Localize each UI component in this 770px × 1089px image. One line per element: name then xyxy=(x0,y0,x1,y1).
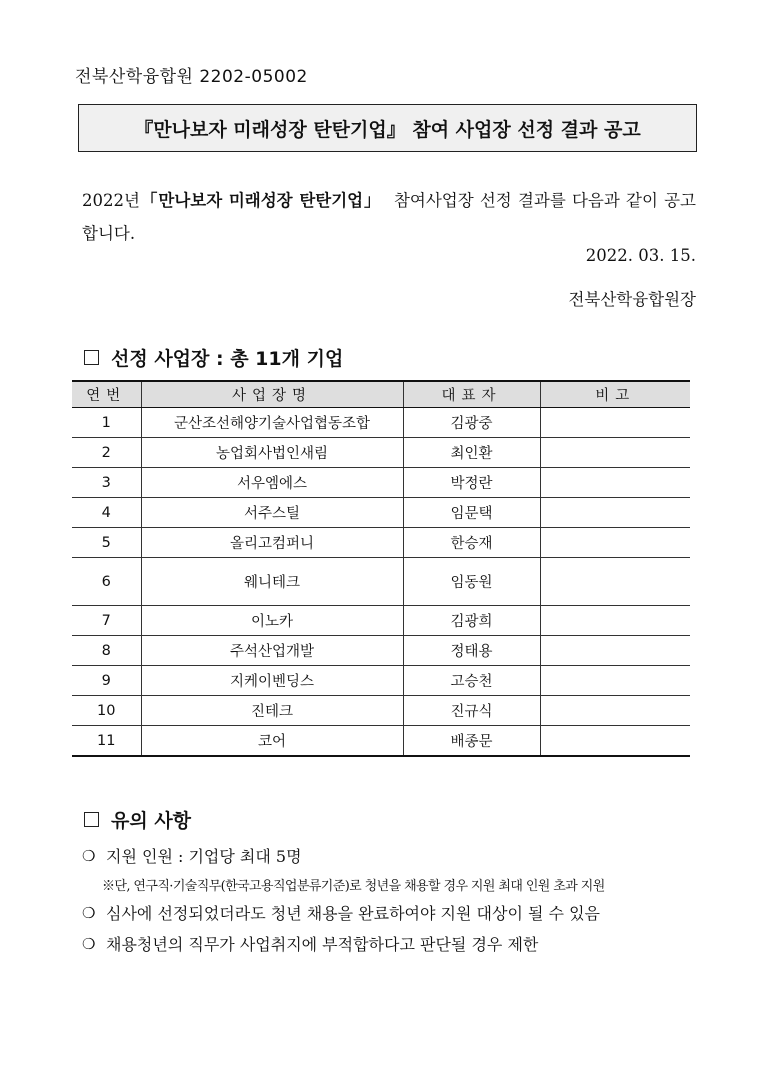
cell-company: 코어 xyxy=(141,726,403,757)
cell-note xyxy=(540,408,690,438)
cell-company: 올리고컴퍼니 xyxy=(141,528,403,558)
circle-bullet-icon: ❍ xyxy=(82,934,96,953)
cell-ceo: 배종문 xyxy=(403,726,540,757)
notes-list xyxy=(82,840,702,959)
announcement-date: 2022. 03. 15. xyxy=(585,246,696,265)
note-text: 지원 인원 : 기업당 최대 5명 xyxy=(106,847,302,866)
section-notes-heading xyxy=(84,806,191,833)
cell-note xyxy=(540,666,690,696)
cell-note xyxy=(540,468,690,498)
cell-note xyxy=(540,636,690,666)
cell-note xyxy=(540,606,690,636)
cell-company: 이노카 xyxy=(141,606,403,636)
document-number: 전북산학융합원 2202-05002 xyxy=(75,67,308,87)
cell-ceo: 정태용 xyxy=(403,636,540,666)
cell-note xyxy=(540,558,690,606)
cell-ceo: 김광중 xyxy=(403,408,540,438)
cell-ceo: 한승재 xyxy=(403,528,540,558)
cell-no: 6 xyxy=(72,558,141,606)
cell-company: 군산조선해양기술사업협동조합 xyxy=(141,408,403,438)
ballot-box-icon xyxy=(84,350,99,365)
cell-note xyxy=(540,696,690,726)
note-text: 채용청년의 직무가 사업취지에 부적합하다고 판단될 경우 제한 xyxy=(106,935,539,954)
cell-ceo: 김광희 xyxy=(403,606,540,636)
column-header-note: 비고 xyxy=(540,381,690,408)
table-row xyxy=(72,498,690,528)
table-row xyxy=(72,528,690,558)
table-row xyxy=(72,666,690,696)
cell-company: 지케이벤딩스 xyxy=(141,666,403,696)
cell-ceo: 진규식 xyxy=(403,696,540,726)
section-selected-title: 선정 사업장 : 총 11개 기업 xyxy=(111,348,344,370)
circle-bullet-icon: ❍ xyxy=(82,846,96,865)
section-notes-title: 유의 사항 xyxy=(111,810,192,832)
cell-company: 농업회사법인새림 xyxy=(141,438,403,468)
cell-no: 11 xyxy=(72,726,141,757)
page-title: 『만나보자 미래성장 탄탄기업』 참여 사업장 선정 결과 공고 xyxy=(78,104,697,152)
table-row xyxy=(72,606,690,636)
cell-note xyxy=(540,438,690,468)
cell-no: 7 xyxy=(72,606,141,636)
cell-no: 5 xyxy=(72,528,141,558)
cell-ceo: 박정란 xyxy=(403,468,540,498)
cell-note xyxy=(540,528,690,558)
cell-company: 서주스틸 xyxy=(141,498,403,528)
cell-company: 서우엠에스 xyxy=(141,468,403,498)
cell-company: 진테크 xyxy=(141,696,403,726)
column-header-no: 연번 xyxy=(72,381,141,408)
sub-note: ※단, 연구직·기술직무(한국고용직업분류기준)로 청년을 채용할 경우 지원 최대 인원 초과 지원 xyxy=(102,878,605,894)
table-row xyxy=(72,726,690,757)
note-text: 심사에 선정되었더라도 청년 채용을 완료하여야 지원 대상이 될 수 있음 xyxy=(106,904,600,923)
intro-paragraph xyxy=(82,184,696,250)
list-item xyxy=(82,897,702,928)
cell-no: 3 xyxy=(72,468,141,498)
cell-no: 9 xyxy=(72,666,141,696)
cell-no: 10 xyxy=(72,696,141,726)
column-header-ceo: 대표자 xyxy=(403,381,540,408)
cell-ceo: 임문택 xyxy=(403,498,540,528)
column-header-company: 사업장명 xyxy=(141,381,403,408)
table-header-row xyxy=(72,381,690,408)
table-row xyxy=(72,558,690,606)
section-selected-heading xyxy=(84,344,343,371)
cell-company: 웨니테크 xyxy=(141,558,403,606)
intro-prefix: 2022년 xyxy=(82,191,140,210)
table-row xyxy=(72,468,690,498)
table-row xyxy=(72,636,690,666)
cell-no: 2 xyxy=(72,438,141,468)
list-item xyxy=(82,928,702,959)
selected-companies-table xyxy=(72,380,690,757)
cell-ceo: 고승천 xyxy=(403,666,540,696)
table-row xyxy=(72,408,690,438)
table-row xyxy=(72,696,690,726)
program-name: 「만나보자 미래성장 탄탄기업」 xyxy=(139,191,382,210)
cell-ceo: 최인환 xyxy=(403,438,540,468)
cell-no: 8 xyxy=(72,636,141,666)
cell-note xyxy=(540,498,690,528)
list-item xyxy=(82,840,702,871)
intro-suffix: 참여사업장 선정 결과를 다음과 같이 공고합니다. xyxy=(82,191,696,243)
ballot-box-icon xyxy=(84,812,99,827)
circle-bullet-icon: ❍ xyxy=(82,903,96,922)
cell-note xyxy=(540,726,690,757)
table-row xyxy=(72,438,690,468)
issuer-name: 전북산학융합원장 xyxy=(568,290,696,309)
cell-no: 1 xyxy=(72,408,141,438)
cell-ceo: 임동원 xyxy=(403,558,540,606)
cell-no: 4 xyxy=(72,498,141,528)
cell-company: 주석산업개발 xyxy=(141,636,403,666)
